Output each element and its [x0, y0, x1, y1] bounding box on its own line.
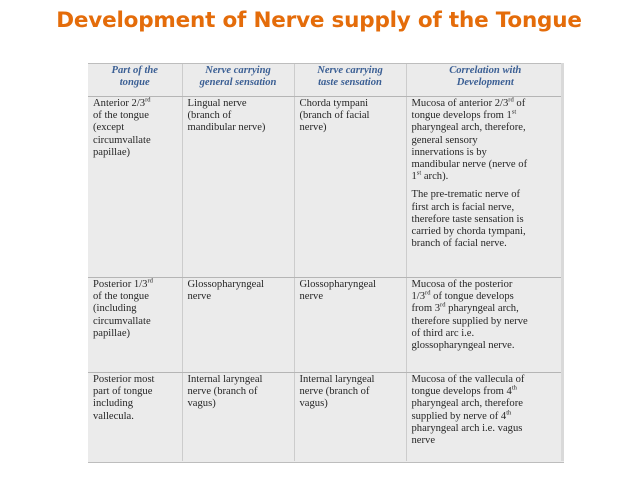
cell-part: Posterior 1/3rd of the tongue (including circumvallate papillae): [88, 278, 182, 373]
header-part-of-tongue: Part of the tongue: [88, 64, 182, 97]
header-correlation: Correlation with Development: [406, 64, 564, 97]
table-row: [88, 373, 564, 462]
cell-correlation: Mucosa of the vallecula of tongue develops from 4th pharyngeal arch, therefore supplied by nerve of 4th pharyngeal arch i.e. vagus nerve: [406, 373, 564, 462]
table-row: [88, 97, 564, 278]
table-header-row: [88, 64, 564, 97]
cell-taste-nerve: Internal laryngeal nerve (branch of vagus): [294, 373, 406, 462]
cell-part: Anterior 2/3rd of the tongue (except circumvallate papillae): [88, 97, 182, 278]
table-right-edge: [561, 63, 564, 461]
header-general-sensation: Nerve carrying general sensation: [182, 64, 294, 97]
cell-correlation: Mucosa of the posterior 1/3rd of tongue develops from 3rd pharyngeal arch, therefore supplied by nerve of third arc i.e. glossopharyngeal nerve.: [406, 278, 564, 373]
cell-taste-nerve: Chorda tympani (branch of facial nerve): [294, 97, 406, 278]
table-row: [88, 278, 564, 373]
correlation-paragraph-1: Mucosa of anterior 2/3rd of tongue develops from 1st pharyngeal arch, therefore, general sensory innervations is by mandibular nerve (nerve of 1st arch).: [411, 96, 528, 183]
cell-general-nerve: Lingual nerve (branch of mandibular nerve): [182, 97, 294, 278]
header-taste-sensation: Nerve carrying taste sensation: [294, 64, 406, 97]
slide-title: Development of Nerve supply of the Tongue: [56, 8, 582, 33]
nerve-supply-table-container: [88, 63, 564, 463]
nerve-supply-table: [88, 64, 564, 461]
cell-general-nerve: Glossopharyngeal nerve: [182, 278, 294, 373]
correlation-paragraph-2: The pre-trematic nerve of first arch is facial nerve, therefore taste sensation is carried by chorda tympani, branch of facial nerve.: [411, 189, 526, 250]
cell-general-nerve: Internal laryngeal nerve (branch of vagus): [182, 373, 294, 462]
cell-part: Posterior most part of tongue including vallecula.: [88, 373, 182, 462]
cell-taste-nerve: Glossopharyngeal nerve: [294, 278, 406, 373]
cell-correlation: [406, 97, 564, 278]
